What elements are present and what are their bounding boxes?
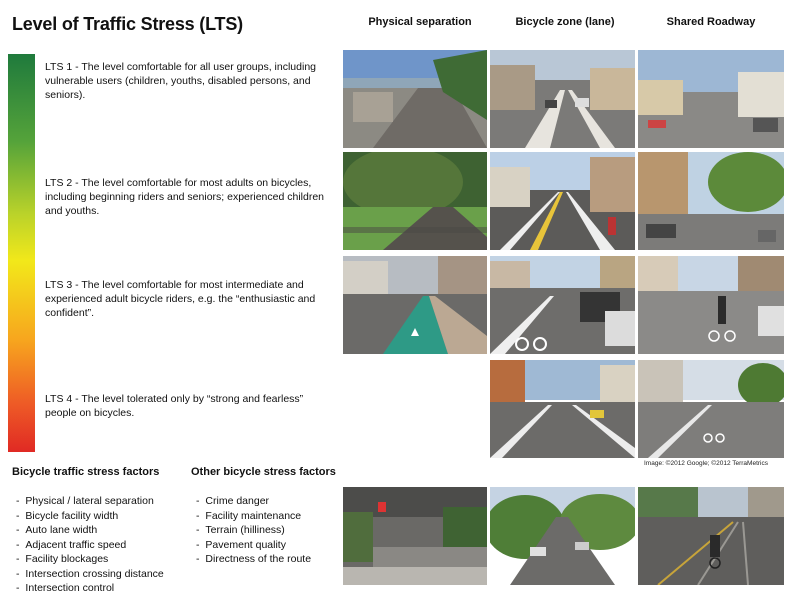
list-item: - Terrain (hilliness): [196, 523, 311, 538]
photo-lts3-physical-separation: [343, 256, 487, 354]
column-header-physical-separation: Physical separation: [368, 16, 472, 28]
column-header-bicycle-zone: Bicycle zone (lane): [515, 16, 615, 28]
photo-lts2-shared-roadway: [638, 152, 784, 250]
stress-gradient-bar: [8, 54, 35, 452]
list-item: - Facility blockages: [16, 552, 164, 567]
bicycle-factors-list: [16, 494, 164, 596]
list-item: - Intersection crossing distance: [16, 567, 164, 582]
image-credit: Image: ©2012 Google; ©2012 TerraMetrics: [644, 460, 768, 467]
lts-4-description: LTS 4 - The level tolerated only by “strong and fearless” people on bicycles.: [45, 393, 304, 419]
photo-lts4-bicycle-lane: [490, 360, 635, 458]
photo-lts4-shared-roadway: [638, 360, 784, 458]
lts-1-description: LTS 1 - The level comfortable for all user groups, including vulnerable users (children, youths, disabled persons, and seniors).: [45, 61, 316, 101]
list-item: - Auto lane width: [16, 523, 164, 538]
photo-lts3-bicycle-lane: [490, 256, 635, 354]
photo-lts2-physical-separation: [343, 152, 487, 250]
photo-factor-underpass: [343, 487, 487, 585]
page-title: Level of Traffic Stress (LTS): [12, 14, 243, 34]
photo-lts2-bicycle-lane: [490, 152, 635, 250]
list-item: - Facility maintenance: [196, 509, 311, 524]
bicycle-factors-heading: Bicycle traffic stress factors: [12, 466, 160, 478]
other-factors-list: [196, 494, 311, 567]
photo-factor-hill-street: [490, 487, 635, 585]
photo-lts3-shared-roadway: [638, 256, 784, 354]
list-item: - Pavement quality: [196, 538, 311, 553]
list-item: - Adjacent traffic speed: [16, 538, 164, 553]
column-header-shared-roadway: Shared Roadway: [666, 16, 756, 28]
list-item: - Intersection control: [16, 581, 164, 596]
photo-lts1-physical-separation: [343, 50, 487, 148]
lts-2-description: LTS 2 - The level comfortable for most adults on bicycles, including beginning riders and seniors; experienced children and youths.: [45, 177, 325, 217]
list-item: - Crime danger: [196, 494, 311, 509]
photo-lts1-bicycle-lane: [490, 50, 635, 148]
photo-lts1-shared-roadway: [638, 50, 784, 148]
lts-3-description: LTS 3 - The level comfortable for most intermediate and experienced adult bicycle riders, e.g. the “enthusiastic and confident”.: [45, 279, 316, 319]
other-factors-heading: Other bicycle stress factors: [191, 466, 336, 478]
list-item: - Bicycle facility width: [16, 509, 164, 524]
photo-factor-tracks: [638, 487, 784, 585]
list-item: - Physical / lateral separation: [16, 494, 164, 509]
list-item: - Directness of the route: [196, 552, 311, 567]
